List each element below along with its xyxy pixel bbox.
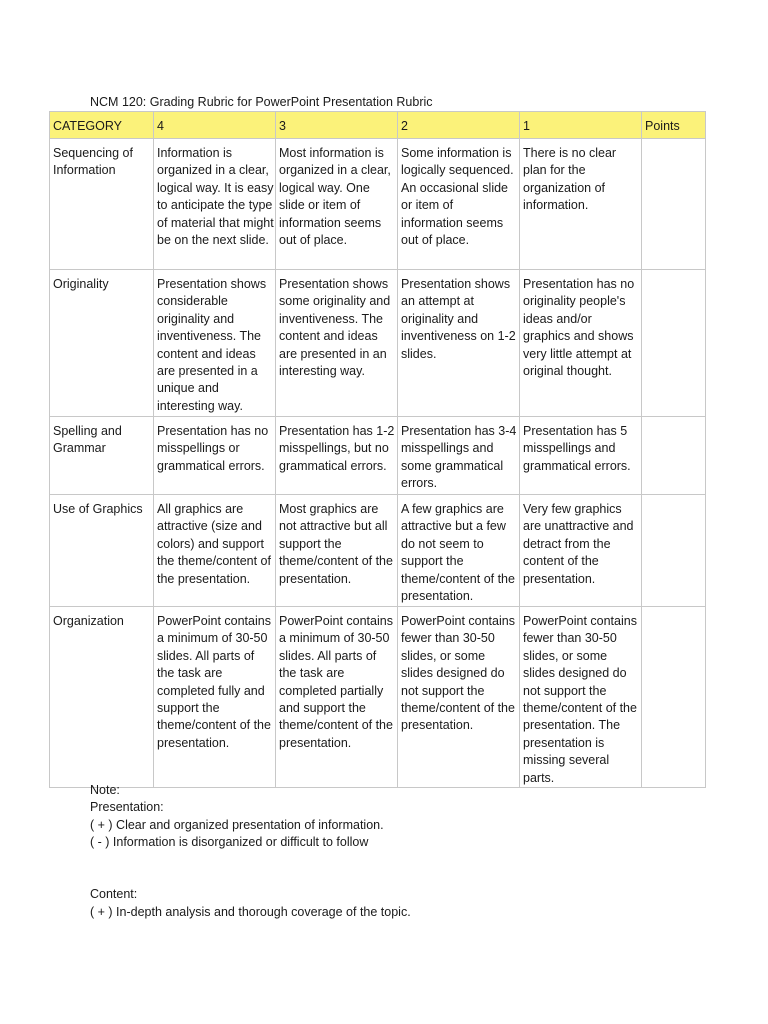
content-plus-note: ( + ) In-depth analysis and thorough coverage of the topic. [90, 904, 411, 919]
score-4-cell: Presentation shows considerable originality and inventiveness. The content and ideas are presented in a unique and interesting way. [154, 270, 276, 417]
points-cell [642, 417, 706, 495]
content-label: Content: [90, 887, 138, 902]
score-4-cell: Presentation has no misspellings or grammatical errors. [154, 417, 276, 495]
score-1-cell: There is no clear plan for the organization of information. [520, 139, 642, 270]
score-1-cell: Presentation has 5 misspellings and grammatical errors. [520, 417, 642, 495]
table-row [50, 270, 706, 417]
header-score-3: 3 [276, 112, 398, 139]
score-4-cell: All graphics are attractive (size and colors) and support the theme/content of the presentation. [154, 495, 276, 607]
score-2-cell: Presentation has 3-4 misspellings and some grammatical errors. [398, 417, 520, 495]
rubric-table [49, 111, 706, 788]
category-cell: Organization [50, 607, 154, 788]
category-cell: Use of Graphics [50, 495, 154, 607]
category-cell: Sequencing of Information [50, 139, 154, 270]
header-score-1: 1 [520, 112, 642, 139]
header-score-4: 4 [154, 112, 276, 139]
header-points: Points [642, 112, 706, 139]
score-3-cell: Most graphics are not attractive but all support the theme/content of the presentation. [276, 495, 398, 607]
points-cell [642, 270, 706, 417]
category-cell: Originality [50, 270, 154, 417]
points-cell [642, 607, 706, 788]
table-row [50, 495, 706, 607]
score-2-cell: Presentation shows an attempt at originality and inventiveness on 1-2 slides. [398, 270, 520, 417]
points-cell [642, 139, 706, 270]
table-row [50, 417, 706, 495]
table-row [50, 139, 706, 270]
score-1-cell: Very few graphics are unattractive and detract from the content of the presentation. [520, 495, 642, 607]
score-4-cell: Information is organized in a clear, logical way. It is easy to anticipate the type of material that might be on the next slide. [154, 139, 276, 270]
document-title: NCM 120: Grading Rubric for PowerPoint Presentation Rubric [90, 95, 433, 109]
note-label: Note: [90, 783, 120, 797]
score-3-cell: Most information is organized in a clear, logical way. One slide or item of information seems out of place. [276, 139, 398, 270]
score-1-cell: Presentation has no originality people's ideas and/or graphics and shows very little attempt at original thought. [520, 270, 642, 417]
notes-spacer [90, 852, 411, 887]
score-1-cell: PowerPoint contains fewer than 30-50 slides, or some slides designed do not support the theme/content of the presentation. The presentation is missing several parts. [520, 607, 642, 788]
score-3-cell: Presentation shows some originality and inventiveness. The content and ideas are presented in an interesting way. [276, 270, 398, 417]
score-2-cell: PowerPoint contains fewer than 30-50 slides, or some slides designed do not support the theme/content of the presentation. [398, 607, 520, 788]
score-2-cell: Some information is logically sequenced. An occasional slide or item of information seems out of place. [398, 139, 520, 270]
presentation-plus-note: ( + ) Clear and organized presentation of information. [90, 817, 384, 832]
score-3-cell: PowerPoint contains a minimum of 30-50 slides. All parts of the task are completed partially and support the theme/content of the presentation. [276, 607, 398, 788]
header-score-2: 2 [398, 112, 520, 139]
score-4-cell: PowerPoint contains a minimum of 30-50 slides. All parts of the task are completed fully and support the theme/content of the presentation. [154, 607, 276, 788]
table-row [50, 607, 706, 788]
presentation-label: Presentation: [90, 800, 164, 815]
score-3-cell: Presentation has 1-2 misspellings, but no grammatical errors. [276, 417, 398, 495]
header-category: CATEGORY [50, 112, 154, 139]
header-row [50, 112, 706, 139]
score-2-cell: A few graphics are attractive but a few do not seem to support the theme/content of the presentation. [398, 495, 520, 607]
presentation-minus-note: ( - ) Information is disorganized or difficult to follow [90, 835, 369, 850]
points-cell [642, 495, 706, 607]
notes-section [90, 782, 411, 921]
category-cell: Spelling and Grammar [50, 417, 154, 495]
